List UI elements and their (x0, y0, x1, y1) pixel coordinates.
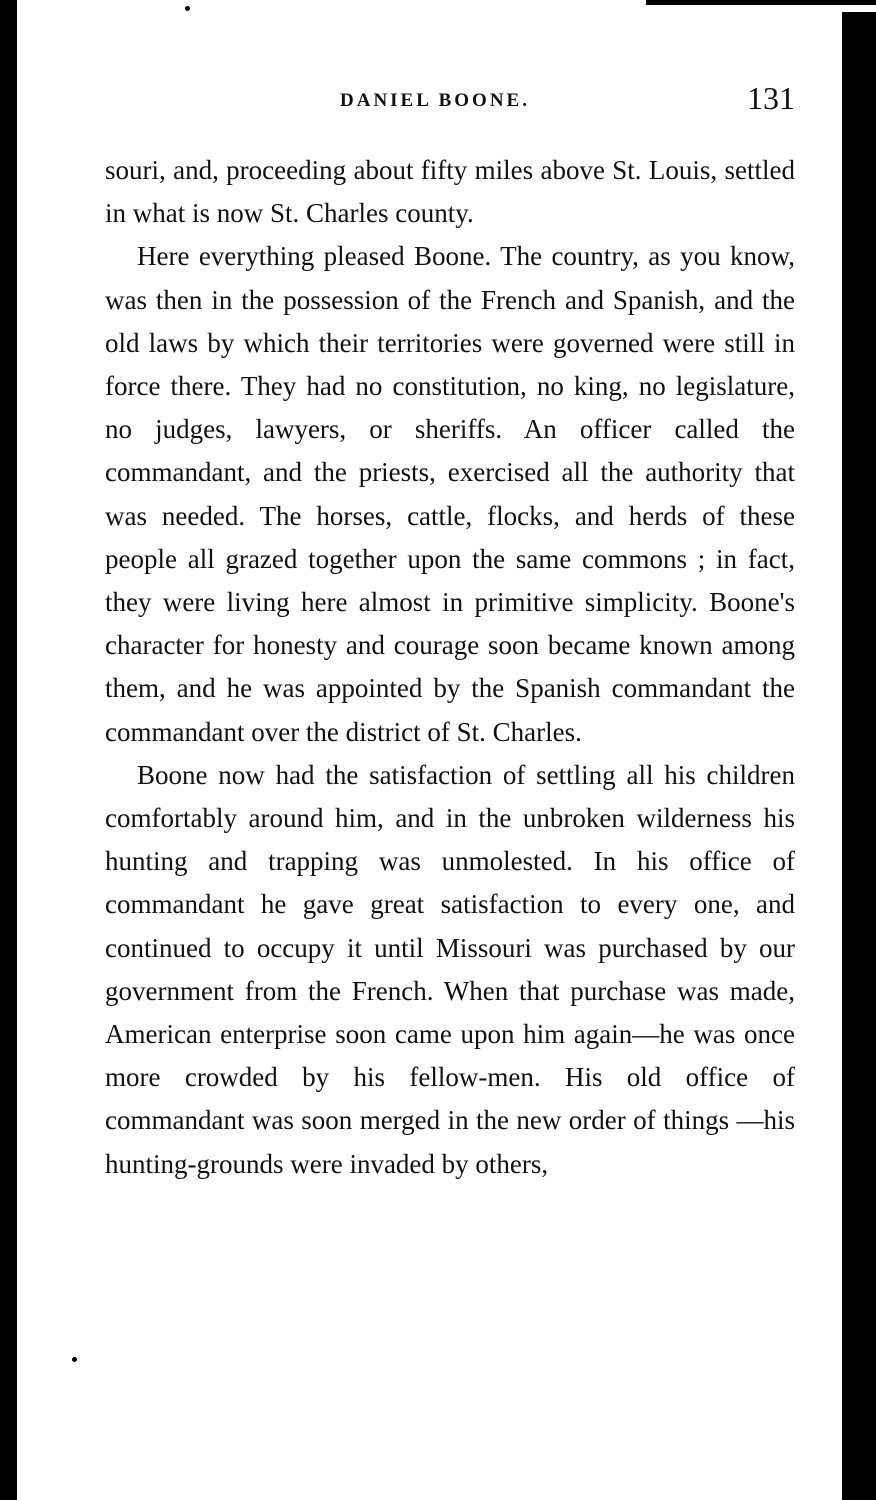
ink-speck (185, 6, 190, 11)
page-left-edge (0, 0, 17, 1500)
page-number: 131 (747, 80, 795, 116)
paragraph: Boone now had the satisfaction of settling all his children comfortably around him, and in the unbroken wilderness his hunting and trapping was unmolested. In his office of commandant he gave great satisfaction to every one, and continued to occupy it until Missouri was purchased by our government from the French. When that purchase was made, American enterprise soon came upon him again—he was once more crowded by his fellow-men. His old office of commandant was soon merged in the new order of things —his hunting-grounds were invaded by others, (105, 759, 795, 1179)
running-title: DANIEL BOONE. (340, 90, 530, 111)
paragraph: Here everything pleased Boone. The country, as you know, was then in the possession of the French and Spanish, and the old laws by which their territories were governed were still in force there. They had no constitution, no king, no legislature, no judges, lawyers, or sheriffs. An officer called the commandant, and the priests, exercised all the authority that was needed. The horses, cattle, flocks, and herds of these people all grazed together upon the same commons ; in fact, they were living here almost in primitive simplicity. Boone's character for honesty and courage soon became known among them, and he was appointed by the Spanish commandant the commandant over the district of St. Charles. (105, 241, 795, 747)
body-text (105, 149, 795, 1186)
page-right-edge (842, 12, 876, 1500)
page-header (105, 82, 795, 122)
ink-speck (72, 1357, 77, 1362)
page-top-edge (646, 0, 876, 5)
paragraph-continued: souri, and, proceeding about fifty miles above St. Louis, settled in what is now St. Charles county. (105, 155, 795, 229)
